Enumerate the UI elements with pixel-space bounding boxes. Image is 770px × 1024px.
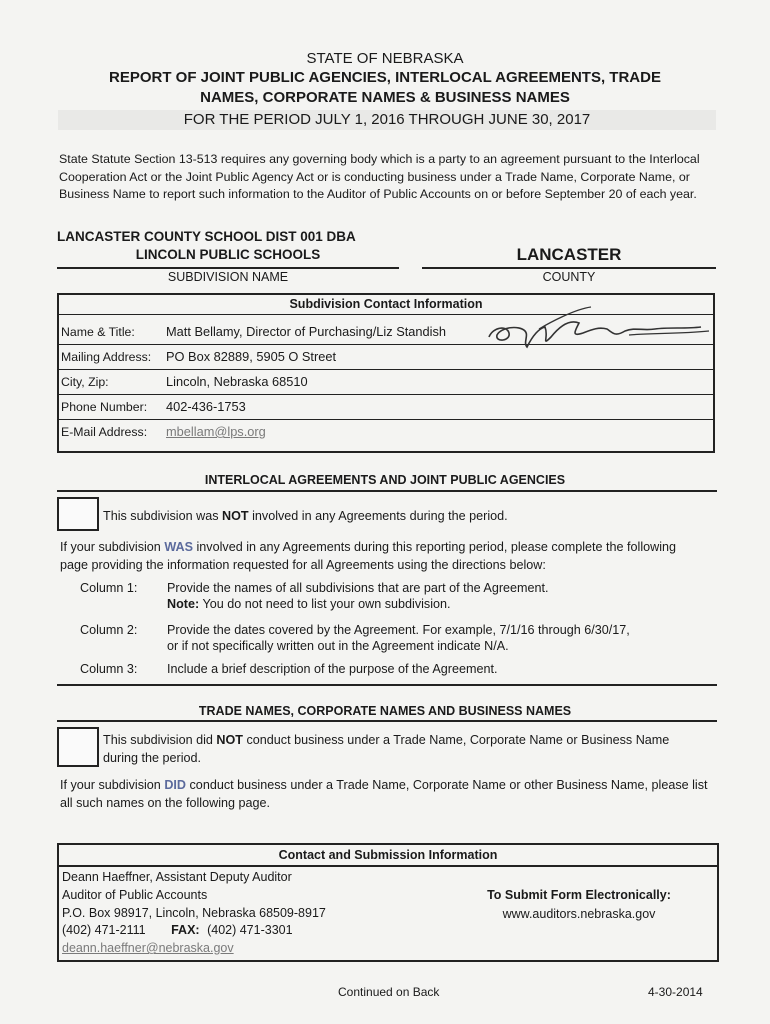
contact-row-email: [59, 419, 713, 444]
subdivision-contact-box: [57, 293, 715, 453]
subdivision-name-line2: LINCOLN PUBLIC SCHOOLS: [135, 247, 321, 262]
auditor-email-link[interactable]: deann.haeffner@nebraska.gov: [62, 941, 234, 956]
note-label: Note:: [167, 597, 200, 611]
fax-label: FAX:: [171, 923, 200, 938]
contact-value: Lincoln, Nebraska 68510: [166, 374, 308, 389]
handwritten-signature: [479, 297, 719, 353]
county-value: LANCASTER: [516, 245, 622, 264]
county-label: COUNTY: [542, 270, 596, 284]
interlocal-instructions: [60, 538, 700, 574]
contact-row-phone: [59, 394, 713, 420]
checkbox-text: This subdivision was: [103, 509, 222, 523]
contact-email-link[interactable]: mbellam@lps.org: [166, 424, 266, 439]
electronic-heading: To Submit Form Electronically:: [487, 888, 671, 902]
reporting-period: FOR THE PERIOD JULY 1, 2016 THROUGH JUNE 30, 2017: [58, 110, 716, 130]
note-text: You do not need to list your own subdivision.: [199, 597, 451, 611]
instruction-emphasis: DID: [164, 778, 187, 792]
checkbox-emphasis: NOT: [216, 733, 243, 747]
column-text: [167, 580, 687, 612]
interlocal-rule: [57, 490, 717, 492]
continued-on-back: Continued on Back: [338, 985, 440, 999]
column-text-main: Provide the names of all subdivisions that are part of the Agreement.: [167, 581, 549, 595]
subdivision-name-underline: [57, 267, 399, 269]
checkbox-text: This subdivision did: [103, 733, 217, 747]
subdivision-name-label: SUBDIVISION NAME: [167, 270, 289, 284]
no-agreements-checkbox[interactable]: [57, 497, 99, 531]
instruction-text: If your subdivision: [60, 778, 165, 792]
interlocal-heading: INTERLOCAL AGREEMENTS AND JOINT PUBLIC AGENCIES: [204, 473, 566, 487]
auditor-contact: [62, 869, 326, 958]
report-title-line2: NAMES, CORPORATE NAMES & BUSINESS NAMES: [200, 89, 570, 106]
auditor-fax: (402) 471-3301: [207, 923, 293, 938]
instruction-text: If your subdivision: [60, 540, 165, 554]
contact-label: E-Mail Address:: [61, 425, 148, 439]
contact-value: Matt Bellamy, Director of Purchasing/Liz Standish: [166, 324, 446, 339]
county-underline: [422, 267, 716, 269]
checkbox-emphasis: NOT: [222, 509, 249, 523]
auditor-name: Deann Haeffner, Assistant Deputy Auditor: [62, 870, 292, 884]
subdivision-name: [57, 228, 399, 264]
column-label: Column 2:: [80, 623, 138, 637]
trade-names-heading: TRADE NAMES, CORPORATE NAMES AND BUSINESS NAMES: [198, 704, 572, 718]
contact-heading: Subdivision Contact Information: [59, 295, 713, 315]
contact-label: City, Zip:: [61, 375, 109, 389]
contact-value: PO Box 82889, 5905 O Street: [166, 349, 337, 364]
no-agreements-label: [103, 507, 703, 525]
auditor-address: P.O. Box 98917, Lincoln, Nebraska 68509-8917: [62, 905, 326, 920]
auditor-office: Auditor of Public Accounts: [62, 887, 208, 902]
submission-info-box: [57, 843, 719, 962]
contact-label: Phone Number:: [61, 400, 148, 414]
state-heading: STATE OF NEBRASKA: [306, 50, 464, 67]
subdivision-name-line1: LANCASTER COUNTY SCHOOL DIST 001 DBA: [57, 229, 356, 244]
section-divider: [57, 684, 717, 686]
contact-row-city: [59, 369, 713, 395]
instruction-text: conduct business under a Trade Name, Corporate Name or other Business Name, please list all such names on the following page.: [60, 778, 708, 810]
instruction-emphasis: WAS: [164, 540, 193, 554]
checkbox-text: conduct business under a Trade Name, Corporate Name or Business Name during the period.: [103, 733, 670, 765]
checkbox-text: involved in any Agreements during the period.: [248, 509, 508, 523]
auditor-phone: (402) 471-2111: [62, 923, 146, 938]
report-title-line1: REPORT OF JOINT PUBLIC AGENCIES, INTERLOCAL AGREEMENTS, TRADE: [109, 69, 661, 86]
form-revision-date: 4-30-2014: [648, 985, 703, 999]
submission-heading: Contact and Submission Information: [59, 845, 717, 867]
column-text: Include a brief description of the purpose of the Agreement.: [167, 662, 498, 676]
column-label: Column 1:: [80, 581, 138, 595]
auditor-phone-fax: [62, 922, 326, 940]
contact-label: Mailing Address:: [61, 350, 152, 364]
statute-text: State Statute Section 13-513 requires any governing body which is a party to an agreement pursuant to the Interlocal Cooperation Act or the Joint Public Agency Act or is conducting business under a Trade Name, Corporate Name, or Business Name to report such information to the Auditor of Public Accounts on or before September 20 of each year.: [59, 152, 700, 201]
auditor-website-link[interactable]: www.auditors.nebraska.gov: [502, 907, 656, 921]
no-trade-names-label: [103, 731, 703, 767]
trade-names-instructions: [60, 776, 720, 812]
instruction-text: involved in any Agreements during this reporting period, please complete the following page providing the information requested for all Agreements using the directions below:: [60, 540, 677, 572]
column-label: Column 3:: [80, 662, 138, 676]
electronic-submission: [459, 886, 699, 924]
no-trade-names-checkbox[interactable]: [57, 727, 99, 767]
contact-label: Name & Title:: [61, 325, 135, 339]
report-title: [0, 68, 770, 108]
column-text: Provide the dates covered by the Agreement. For example, 7/1/16 through 6/30/17, or if not specifically written out in the Agreement indicate N/A.: [167, 623, 630, 653]
trade-names-rule: [57, 720, 717, 722]
contact-value: 402-436-1753: [166, 399, 246, 414]
